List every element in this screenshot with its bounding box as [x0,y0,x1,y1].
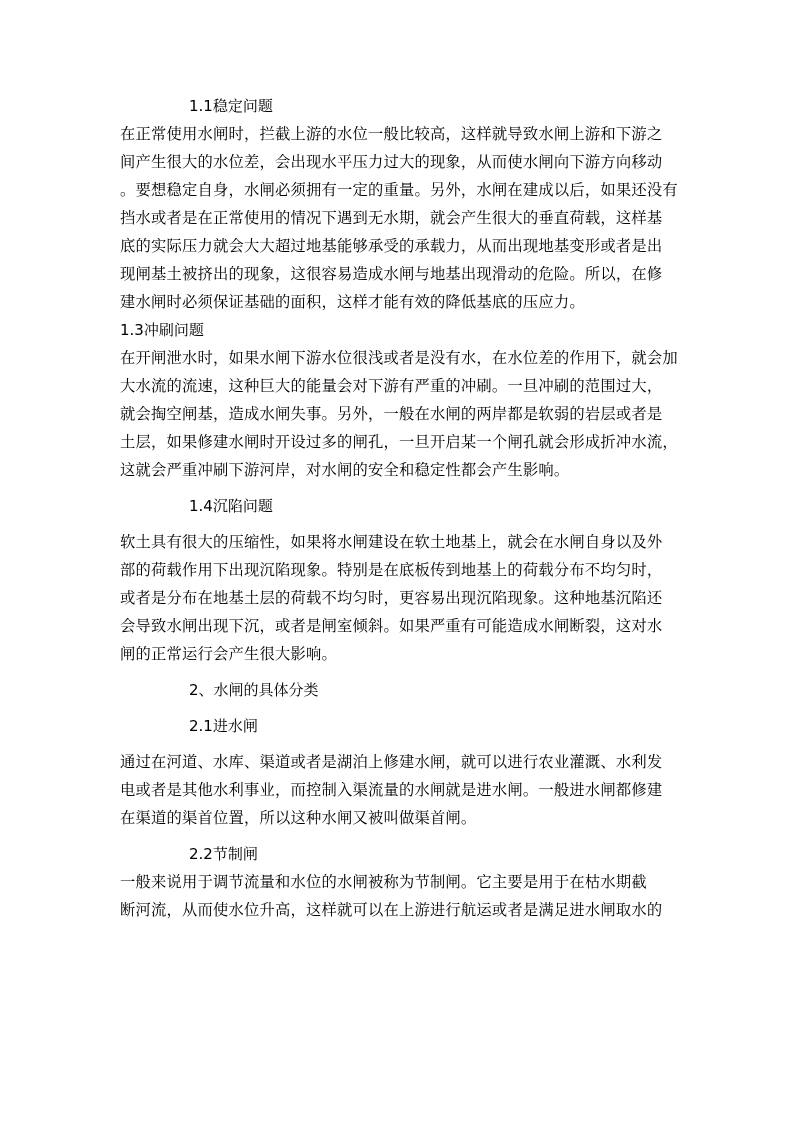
text-line: 软土具有很大的压缩性，如果将水闸建设在软土地基上，就会在水闸自身以及外 [120,533,663,551]
spacer [120,520,676,528]
text-line: 在渠道的渠首位置，所以这种水闸又被叫做渠首闸。 [120,809,477,827]
text-line: 建水闸时必须保证基础的面积，这样才能有效的降低基底的压应力。 [120,293,585,311]
paragraph-regulating-gate [120,868,676,924]
spacer [120,484,676,492]
text-line: 在正常使用水闸时，拦截上游的水位一般比较高，这样就导致水闸上游和下游之 [120,125,663,143]
text-line: 大水流的流速，这种巨大的能量会对下游有严重的冲刷。一旦冲刷的范围过大， [120,377,663,395]
text-line: 现闸基土被挤出的现象，这很容易造成水闸与地基出现滑动的危险。所以，在修 [120,265,663,283]
spacer [120,668,676,676]
spacer [120,832,676,840]
paragraph-stability [120,120,676,316]
text-line: 间产生很大的水位差，会出现水平压力过大的现象，从而使水闸向下游方向移动 [120,153,663,171]
spacer [120,740,676,748]
heading-scour: 1.3冲刷问题 [120,321,204,339]
text-line: 土层，如果修建水闸时开设过多的闸孔，一旦开启某一个闸孔就会形成折冲水流， [120,433,678,451]
heading-stability: 1.1稳定问题 [189,97,273,115]
paragraph-scour [120,344,676,484]
text-line: 电或者是其他水利事业，而控制入渠流量的水闸就是进水闸。一般进水闸都修建 [120,781,663,799]
text-line: 。要想稳定自身，水闸必须拥有一定的重量。另外，水闸在建成以后，如果还没有 [120,181,678,199]
document-body [120,92,676,924]
text-line: 底的实际压力就会大大超过地基能够承受的承载力，从而出现地基变形或者是出 [120,237,663,255]
text-line: 在开闸泄水时，如果水闸下游水位很浅或者是没有水，在水位差的作用下，就会加 [120,349,678,367]
paragraph-intake-gate [120,748,676,832]
text-line: 闸的正常运行会产生很大影响。 [120,645,337,663]
text-line: 就会掏空闸基，造成水闸失事。另外，一般在水闸的两岸都是软弱的岩层或者是 [120,405,663,423]
text-line: 通过在河道、水库、渠道或者是湖泊上修建水闸，就可以进行农业灌溉、水利发 [120,753,663,771]
text-line: 断河流，从而使水位升高，这样就可以在上游进行航运或者是满足进水闸取水的 [120,901,663,919]
heading-regulating-gate: 2.2节制闸 [189,845,258,863]
heading-classification: 2、水闸的具体分类 [189,681,319,699]
text-line: 挡水或者是在正常使用的情况下遇到无水期，就会产生很大的垂直荷载，这样基 [120,209,663,227]
heading-settlement: 1.4沉陷问题 [189,497,273,515]
text-line: 部的荷载作用下出现沉陷现象。特别是在底板传到地基上的荷载分布不均匀时， [120,561,663,579]
text-line: 或者是分布在地基土层的荷载不均匀时，更容易出现沉陷现象。这种地基沉陷还 [120,589,663,607]
text-line: 会导致水闸出现下沉，或者是闸室倾斜。如果严重有可能造成水闸断裂，这对水 [120,617,663,635]
heading-intake-gate: 2.1进水闸 [189,717,258,735]
text-line: 这就会严重冲刷下游河岸，对水闸的安全和稳定性都会产生影响。 [120,461,570,479]
paragraph-settlement [120,528,676,668]
text-line: 一般来说用于调节流量和水位的水闸被称为节制闸。它主要是用于在枯水期截 [120,873,647,891]
spacer [120,704,676,712]
